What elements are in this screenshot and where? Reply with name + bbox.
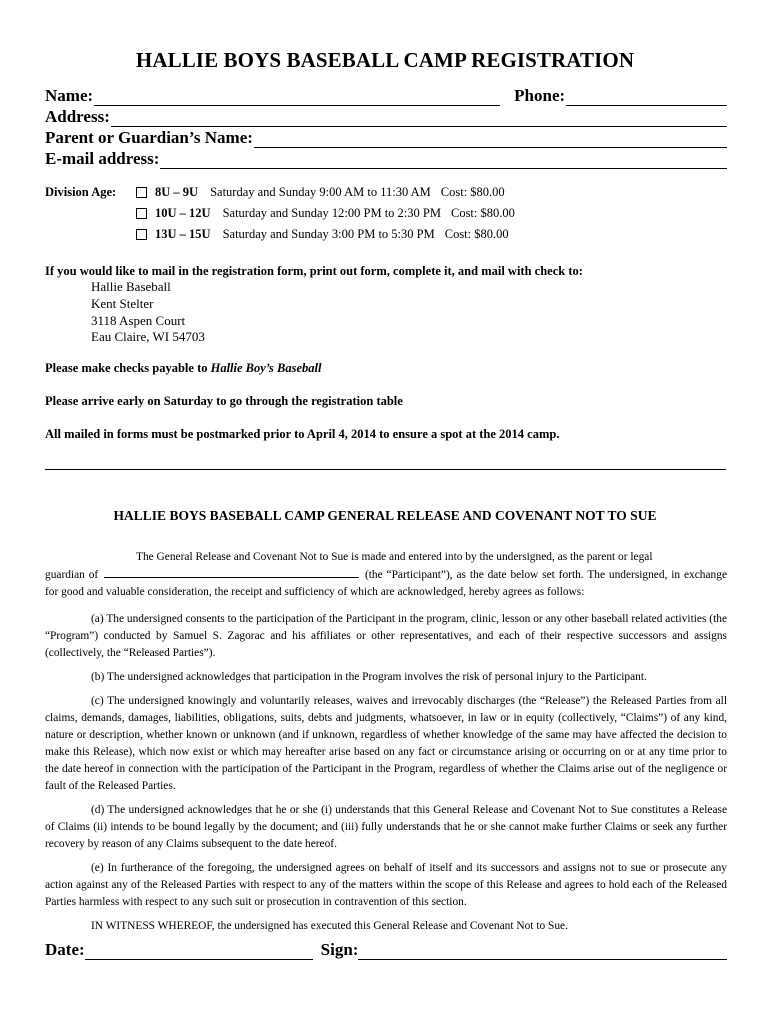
date-field[interactable] xyxy=(85,944,313,960)
checks-prefix: Please make checks payable to xyxy=(45,361,211,375)
parent-label: Parent or Guardian’s Name: xyxy=(45,128,253,147)
release-witness xyxy=(45,918,727,935)
division-checkbox[interactable] xyxy=(136,208,147,219)
participant-name-field[interactable] xyxy=(104,566,359,578)
parent-field[interactable] xyxy=(254,132,727,148)
form-title: HALLIE BOYS BASEBALL CAMP REGISTRATION xyxy=(135,48,635,72)
division-cost: Cost: $80.00 xyxy=(444,227,509,241)
division-code: 10U – 12U xyxy=(155,206,211,220)
clause-c-text: (c) The undersigned knowingly and voluntarily releases, waives and irrevocably discharges (the “Release”) the Released Parties from all claims, demands, damages, liabilities, obligations, suits, debts and judgments, whatsoever, in law or in equity (collectively, “Claims”) of any kind, nature or description, whether known or unknown (and if unknown, regardless of whether knowledge of the same may have affected the decision to make this Release), which now exist or which may hereafter arise based on any fact or circumstance arising or occurring on or at any time prior to the date hereof in connection with the participation of the Participant in the Program, regardless of whether the Claims arise out of the negligence or fault of the Released Parties. xyxy=(45,695,727,792)
release-clause-b xyxy=(45,669,727,686)
release-intro-line2b: (the “Participant”), as the date below set forth. The undersigned, in exchange for good and valuable consideration, the receipt and sufficiency of which are acknowledged, hereby agrees as follows: xyxy=(45,569,727,598)
division-cost: Cost: $80.00 xyxy=(450,206,515,220)
release-intro-line2a: guardian of xyxy=(45,569,99,581)
parent-row xyxy=(45,128,727,148)
arrive-note: Please arrive early on Saturday to go through the registration table xyxy=(45,394,403,408)
witness-text: IN WITNESS WHEREOF, the undersigned has executed this General Release and Covenant Not to Sue. xyxy=(91,920,568,932)
name-row xyxy=(45,86,727,106)
division-checkbox[interactable] xyxy=(136,187,147,198)
address-field[interactable] xyxy=(111,111,727,127)
division-option xyxy=(136,227,509,242)
address-row xyxy=(45,107,727,127)
release-intro xyxy=(45,549,727,601)
name-field[interactable] xyxy=(94,90,500,106)
email-row xyxy=(45,149,727,169)
division-code: 8U – 9U xyxy=(155,185,199,199)
date-label: Date: xyxy=(45,940,85,959)
release-clause-d xyxy=(45,802,727,853)
clause-e-text: (e) In furtherance of the foregoing, the undersigned agrees on behalf of itself and its successors and assigns not to sue or prosecute any action against any of the Released Parties with respect to any of the matters within the scope of this Release and agrees to hold each of the Released Parties harmless with respect to any such suit or prosecution in contravention of this section. xyxy=(45,862,727,908)
signature-row xyxy=(45,940,727,960)
mail-address-line: Eau Claire, WI 54703 xyxy=(91,329,205,344)
release-intro-line1: The General Release and Covenant Not to Sue is made and entered into by the undersigned, as the parent or legal xyxy=(136,551,653,563)
address-label: Address: xyxy=(45,107,110,126)
division-checkbox[interactable] xyxy=(136,229,147,240)
email-label: E-mail address: xyxy=(45,149,160,168)
division-option xyxy=(136,206,515,221)
mail-intro: If you would like to mail in the registration form, print out form, complete it, and mail with check to: xyxy=(45,264,583,278)
release-clause-a xyxy=(45,611,727,662)
release-clause-c xyxy=(45,693,727,795)
mail-address-line: Hallie Baseball xyxy=(91,279,171,294)
division-option xyxy=(136,185,505,200)
division-cost: Cost: $80.00 xyxy=(440,185,505,199)
division-code: 13U – 15U xyxy=(155,227,211,241)
division-label: Division Age: xyxy=(45,185,117,199)
clause-a-text: (a) The undersigned consents to the participation of the Participant in the program, clinic, lesson or any other baseball related activities (the “Program”) conducted by Samuel S. Zagorac and his affiliates or other representatives, and each of their respective successors and assigns (collectively, the “Released Parties”). xyxy=(45,613,727,659)
division-schedule: Saturday and Sunday 12:00 PM to 2:30 PM xyxy=(222,206,441,220)
name-label: Name: xyxy=(45,86,94,105)
mail-address-line: 3118 Aspen Court xyxy=(91,313,186,328)
mail-address-line: Kent Stelter xyxy=(91,296,154,311)
checks-payable xyxy=(45,361,321,376)
clause-b-text: (b) The undersigned acknowledges that participation in the Program involves the risk of personal injury to the Participant. xyxy=(91,671,647,683)
division-schedule: Saturday and Sunday 9:00 AM to 11:30 AM xyxy=(210,185,431,199)
sign-field[interactable] xyxy=(358,944,727,960)
postmark-note: All mailed in forms must be postmarked prior to April 4, 2014 to ensure a spot at the 2014 camp. xyxy=(45,427,560,441)
phone-field[interactable] xyxy=(566,90,727,106)
clause-d-text: (d) The undersigned acknowledges that he or she (i) understands that this General Release and Covenant Not to Sue constitutes a Release of Claims (ii) intends to be bound legally by the document; and (iii) fully understands that he or she cannot make further Claims or seek any further recovery by reason of any Claims subsequent to the date hereof. xyxy=(45,804,727,850)
sign-label: Sign: xyxy=(320,940,359,959)
phone-label: Phone: xyxy=(514,86,566,105)
checks-payee: Hallie Boy’s Baseball xyxy=(210,361,322,375)
divider xyxy=(45,469,726,470)
division-schedule: Saturday and Sunday 3:00 PM to 5:30 PM xyxy=(222,227,435,241)
email-field[interactable] xyxy=(160,153,727,169)
release-title: HALLIE BOYS BASEBALL CAMP GENERAL RELEASE AND COVENANT NOT TO SUE xyxy=(113,508,657,523)
release-clause-e xyxy=(45,860,727,911)
